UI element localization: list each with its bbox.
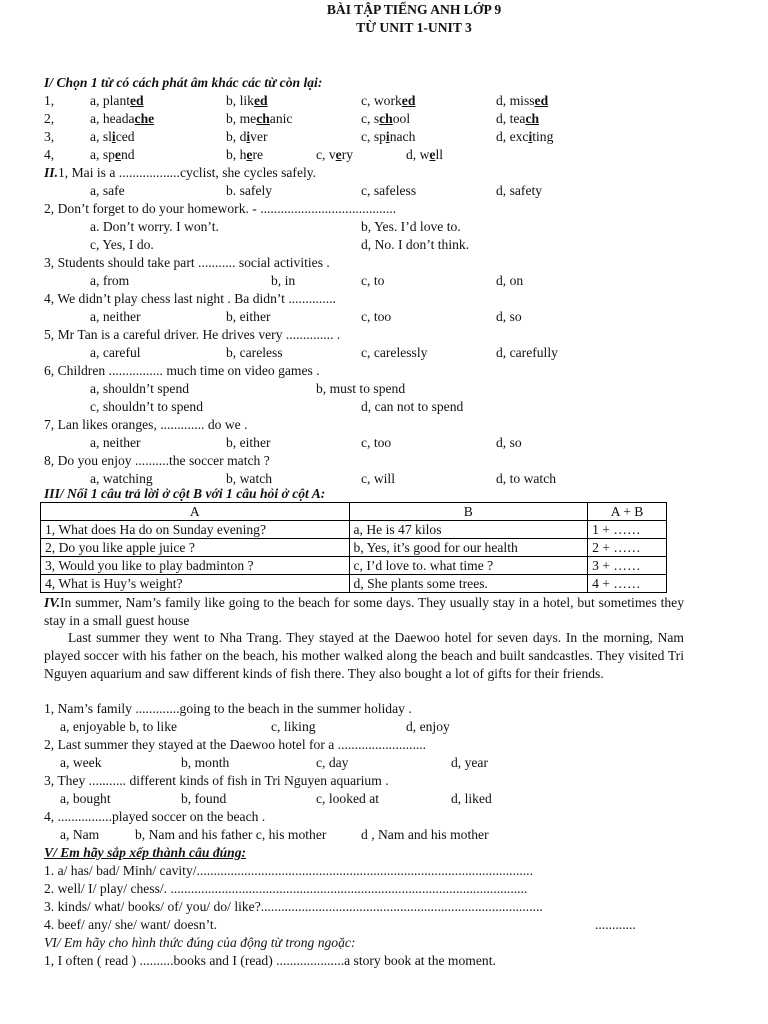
s5-item-4: 4. beef/ any/ she/ want/ doesn’t. [44,917,218,932]
s5-item-3: 3. kinds/ what/ books/ of/ you/ do/ like?................................................................................... [44,899,543,914]
s1-option-b [226,146,263,164]
s4-q2: 2, Last summer they stayed at the Daewoo hotel for a .......................... [44,737,427,752]
s2-q1: II.1, Mai is a ..................cyclist, she cycles safely. [44,165,317,180]
s1-option-d [496,110,539,128]
s2-q7-a: a, neither [90,435,141,450]
s2-q3-c: c, to [361,273,385,288]
s1-option-a-pre: a, plant [90,93,131,108]
s2-q7-c: c, too [361,435,392,450]
s1-option-d-mid: i [528,129,533,144]
s2-q2-b: b, Yes. I’d love to. [361,219,461,234]
col-ab-header: A + B [588,503,667,521]
s2-q2-d: d, No. I don’t think. [361,237,470,252]
s2-q3-a: a, from [90,273,130,288]
s1-option-a-mid: e [114,147,121,162]
s1-option-c-post: ool [392,111,411,126]
s4-q4-d: d , Nam and his mother [361,827,489,842]
section6-heading: VI/ Em hãy cho hình thức đúng của động từ trong ngoặc: [44,935,356,950]
s1-option-d [496,92,548,110]
s2-q2: 2, Don’t forget to do your homework. - ........................................ [44,201,397,216]
s1-option-c-mid: ch [379,111,393,126]
s1-option-c-post: nach [389,129,416,144]
s1-option-c-pre: c, sp [361,129,386,144]
s1-option-a [90,110,154,128]
s4-q1: 1, Nam’s family .............going to the beach in the summer holiday . [44,701,412,716]
s2-q5: 5, Mr Tan is a careful driver. He drives very .............. . [44,327,341,342]
s6-q1: 1, I often ( read ) ..........books and I (read) ....................a story book at the moment. [44,953,496,968]
s1-option-d-post: ll [435,147,444,162]
s1-option-c-pre: c, work [361,93,402,108]
s2-q7-b: b, either [226,435,271,450]
s2-q3-b: b, in [271,273,296,288]
s4-q1-c: c, liking [271,719,316,734]
cell-b: c, I’d love to. what time ? [349,557,588,575]
s2-q6-b: b, must to spend [316,381,406,396]
s2-q4-a: a, neither [90,309,141,324]
s1-option-d-pre: d, miss [496,93,535,108]
s2-q1-a: a, safe [90,183,125,198]
s2-q7: 7, Lan likes oranges, ............. do we . [44,417,248,432]
s4-q4-a: a, Nam [60,827,100,842]
section5-heading: V/ Em hãy sắp xếp thành câu đúng: [44,845,247,860]
s1-option-d-pre: d, exc [496,129,529,144]
s2-q2-c: c, Yes, I do. [90,237,154,252]
s4-q4-bc: b, Nam and his father c, his mother [135,827,327,842]
s1-option-a [90,92,144,110]
s1-row-number: 2, [44,111,55,126]
s1-option-c [316,146,353,164]
s2-q5-c: c, carelessly [361,345,428,360]
s4-q1-d: d, enjoy [406,719,450,734]
s2-q1-d: d, safety [496,183,543,198]
s4-q3-b: b, found [181,791,227,806]
s1-option-b-pre: b, lik [226,93,254,108]
s1-option-b-post: re [252,147,263,162]
s1-option-a-pre: a, heada [90,111,135,126]
s2-q5-b: b, careless [226,345,283,360]
matching-table [40,502,667,593]
s1-option-d [406,146,443,164]
cell-a: 4, What is Huy’s weight? [41,575,350,593]
col-a-header: A [41,503,350,521]
s2-q6: 6, Children ................ much time on video games . [44,363,320,378]
cell-a: 2, Do you like apple juice ? [41,539,350,557]
s1-option-b-mid: e [246,147,253,162]
s1-option-b-mid: ed [253,93,268,108]
s2-q8-d: d, to watch [496,471,557,486]
s1-option-c [361,92,415,110]
s1-option-c-pre: c, s [361,111,380,126]
s1-option-d-pre: d, tea [496,111,526,126]
s1-option-c [361,110,410,128]
s1-option-a-pre: a, sp [90,147,115,162]
table-row [41,521,667,539]
s4-q2-c: c, day [316,755,349,770]
reading-paragraph-1: IV.In summer, Nam’s family like going to the beach for some days. They usually stay in a hotel, but sometimes they stay in a small guest house [44,595,684,628]
s2-q3: 3, Students should take part ........... social activities . [44,255,330,270]
s4-q2-d: d, year [451,755,488,770]
s2-q4-d: d, so [496,309,522,324]
s5-item-2: 2. well/ I/ play/ chess/. ......................................................................................................... [44,881,528,896]
s1-option-a-pre: a, sl [90,129,112,144]
s4-q2-a: a, week [60,755,102,770]
s2-q1-c: c, safeless [361,183,417,198]
s1-row-number: 1, [44,93,55,108]
s2-q5-d: d, carefully [496,345,558,360]
s5-item-4-blank: ............ [595,917,636,932]
s1-option-b [226,92,268,110]
s5-item-1: 1. a/ has/ bad/ Minh/ cavity/................................................................................................... [44,863,533,878]
s2-q4: 4, We didn’t play chess last night . Ba didn’t .............. [44,291,336,306]
cell-b: a, He is 47 kilos [349,521,588,539]
s2-q7-d: d, so [496,435,522,450]
s1-option-a-mid: i [111,129,116,144]
s1-option-d-pre: d, w [406,147,430,162]
s2-q8: 8, Do you enjoy ..........the soccer match ? [44,453,270,468]
s1-option-d-post: ting [532,129,554,144]
col-b-header: B [349,503,588,521]
s1-option-b-pre: b, d [226,129,247,144]
section1-heading: I/ Chọn 1 từ có cách phát âm khác các từ còn lại: [44,75,323,90]
s1-option-b-post: ver [250,129,268,144]
table-row [41,557,667,575]
table-row [41,539,667,557]
s1-option-b [226,110,292,128]
s1-option-d-mid: e [429,147,436,162]
worksheet-title: BÀI TẬP TIẾNG ANH LỚP 9 [326,2,502,17]
s1-option-c-mid: i [385,129,390,144]
s1-option-b-mid: ch [256,111,270,126]
s4-q4: 4, ................played soccer on the beach . [44,809,266,824]
s1-option-b-mid: i [246,129,251,144]
s1-option-a [90,128,135,146]
s1-option-b-pre: b, h [226,147,247,162]
s4-q1-ab: a, enjoyable b, to like [60,719,178,734]
s2-q3-d: d, on [496,273,524,288]
s2-q6-c: c, shouldn’t to spend [90,399,204,414]
s1-option-c-pre: c, v [316,147,336,162]
s4-q3-a: a, bought [60,791,111,806]
s4-q3-c: c, looked at [316,791,380,806]
worksheet-subtitle: TỪ UNIT 1-UNIT 3 [356,20,472,35]
s4-q3: 3, They ........... different kinds of fish in Tri Nguyen aquarium . [44,773,389,788]
s1-option-c-post: ry [341,147,354,162]
s2-q2-a: a. Don’t worry. I won’t. [90,219,219,234]
cell-ab[interactable]: 4 + …… [588,575,667,593]
cell-ab[interactable]: 2 + …… [588,539,667,557]
s1-option-d [496,128,553,146]
s1-option-a [90,146,135,164]
s1-option-b-pre: b, me [226,111,257,126]
cell-a: 1, What does Ha do on Sunday evening? [41,521,350,539]
s1-option-c-mid: ed [401,93,416,108]
s4-q2-b: b, month [181,755,230,770]
s1-row-number: 3, [44,129,55,144]
s2-q6-d: d, can not to spend [361,399,464,414]
s2-q8-b: b, watch [226,471,273,486]
cell-a: 3, Would you like to play badminton ? [41,557,350,575]
s2-q1-b: b. safely [226,183,273,198]
s1-option-b [226,128,268,146]
s2-q8-a: a, watching [90,471,153,486]
cell-b: b, Yes, it’s good for our health [349,539,588,557]
table-row [41,575,667,593]
s1-option-a-post: ced [115,129,135,144]
s1-option-b-post: anic [269,111,293,126]
s2-q8-c: c, will [361,471,395,486]
s2-q4-c: c, too [361,309,392,324]
s1-option-d-mid: ch [525,111,540,126]
reading-paragraph-2: Last summer they went to Nha Trang. They stayed at the Daewoo hotel for seven days. In the morning, Nam played soccer with his father on the beach, his mother walked along the beach and built sandcastles. They visited Tri Nguyen aquarium and saw different kinds of fish there. They also bought a lot of gifts for their friends. [44,630,684,681]
s1-option-a-mid: che [134,111,155,126]
s1-option-c [361,128,415,146]
section3-heading: III/ Nối 1 câu trả lời ở cột B với 1 câu hỏi ở cột A: [44,486,326,501]
s2-q4-b: b, either [226,309,271,324]
s1-option-d-mid: ed [534,93,549,108]
cell-ab[interactable]: 1 + …… [588,521,667,539]
s2-q5-a: a, careful [90,345,141,360]
s1-option-a-mid: ed [130,93,144,108]
s1-option-a-post: nd [120,147,135,162]
table-header-row [41,503,667,521]
s4-q3-d: d, liked [451,791,492,806]
s2-q6-a: a, shouldn’t spend [90,381,190,396]
cell-ab[interactable]: 3 + …… [588,557,667,575]
s1-option-c-mid: e [335,147,342,162]
s1-row-number: 4, [44,147,55,162]
cell-b: d, She plants some trees. [349,575,588,593]
